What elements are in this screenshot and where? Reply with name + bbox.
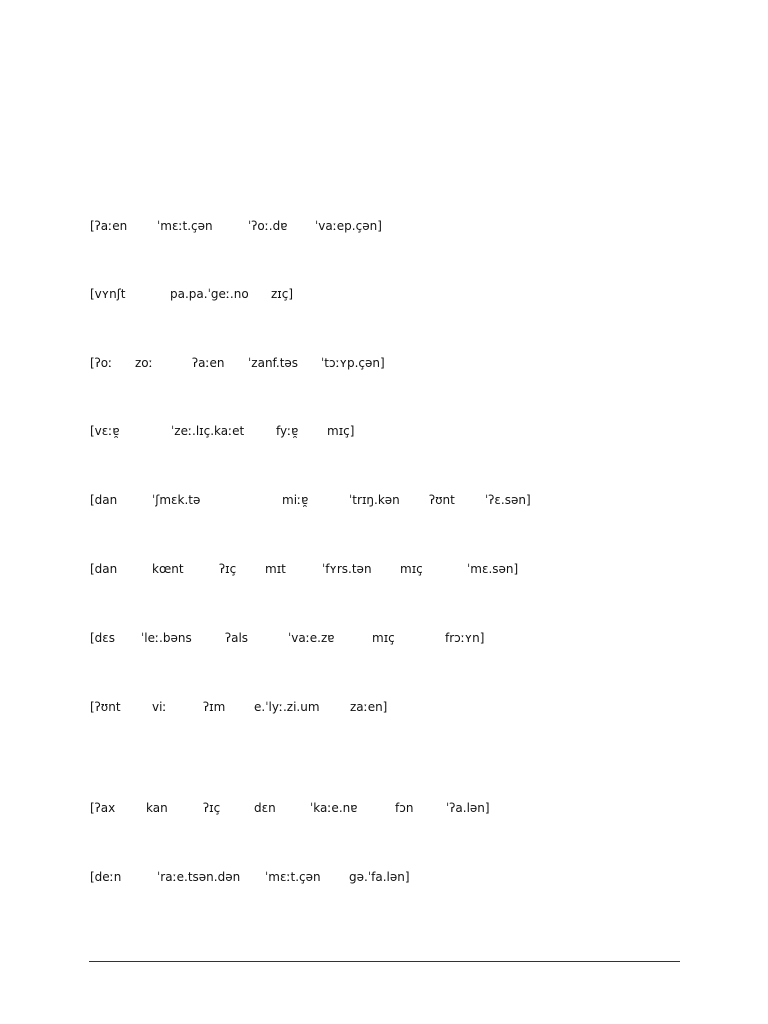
phonetic-word: ˈmɛ.sən]	[467, 562, 519, 576]
phonetic-word: ˈleː.bəns	[141, 631, 192, 645]
phonetic-word: ˈvaːep.çən]	[315, 219, 382, 233]
phonetic-word: ˈʔoː.dɐ	[248, 219, 288, 233]
phonetic-word: mɪç	[372, 631, 395, 645]
transcription-line	[0, 698, 768, 716]
phonetic-word: ʔɪm	[203, 700, 226, 714]
phonetic-word: [dan	[90, 493, 118, 507]
phonetic-word: mɪç	[400, 562, 423, 576]
phonetic-word: [vʏnʃt	[90, 287, 126, 301]
transcription-line	[0, 285, 768, 303]
phonetic-word: [ʔax	[90, 801, 116, 815]
phonetic-word: [ʔʊnt	[90, 700, 121, 714]
phonetic-word: ˈtɔːʏp.çən]	[321, 356, 385, 370]
phonetic-word: pa.pa.ˈgeː.no	[170, 287, 249, 301]
phonetic-word: ʔʊnt	[429, 493, 455, 507]
phonetic-word: mɪç]	[327, 424, 355, 438]
phonetic-word: ʔɪç	[219, 562, 237, 576]
phonetic-word: zoː	[135, 356, 153, 370]
phonetic-word: [ʔaːen	[90, 219, 128, 233]
transcription-line	[0, 560, 768, 578]
phonetic-word: fyːɐ̯	[276, 424, 299, 438]
phonetic-word: kan	[146, 801, 168, 815]
phonetic-word: dɛn	[254, 801, 276, 815]
transcription-line	[0, 491, 768, 509]
transcription-line	[0, 629, 768, 647]
phonetic-word: zaːen]	[350, 700, 388, 714]
phonetic-word: fɔn	[395, 801, 414, 815]
phonetic-word: ˈfʏrs.tən	[322, 562, 372, 576]
phonetic-word: [vɛːɐ̯	[90, 424, 120, 438]
phonetic-word: ˈtrɪŋ.kən	[349, 493, 400, 507]
phonetic-word: ˈmɛːt.çən	[157, 219, 213, 233]
transcription-line	[0, 799, 768, 817]
phonetic-word: [dɛs	[90, 631, 116, 645]
phonetic-word: kœnt	[152, 562, 184, 576]
phonetic-word: gə.ˈfa.lən]	[349, 870, 410, 884]
phonetic-word: ˈzanf.təs	[248, 356, 299, 370]
footer-divider	[89, 961, 680, 962]
phonetic-word: ʔaːen	[192, 356, 225, 370]
phonetic-word: frɔːʏn]	[445, 631, 485, 645]
phonetic-word: [deːn	[90, 870, 122, 884]
phonetic-word: ˈʔɛ.sən]	[485, 493, 531, 507]
transcription-line	[0, 354, 768, 372]
phonetic-word: [dan	[90, 562, 118, 576]
transcription-line	[0, 422, 768, 440]
phonetic-word: ˈzeː.lɪç.kaːet	[171, 424, 245, 438]
phonetic-word: e.ˈlyː.zi.um	[254, 700, 320, 714]
phonetic-word: ʔals	[225, 631, 249, 645]
phonetic-word: ˈvaːe.zɐ	[288, 631, 335, 645]
phonetic-word: ˈʔa.lən]	[446, 801, 490, 815]
phonetic-word: zɪç]	[271, 287, 294, 301]
phonetic-word: ˈkaːe.nɐ	[310, 801, 358, 815]
phonetic-word: viː	[152, 700, 167, 714]
transcription-line	[0, 217, 768, 235]
phonetic-word: mɪt	[265, 562, 286, 576]
phonetic-word: miːɐ̯	[282, 493, 309, 507]
phonetic-word: ˈmɛːt.çən	[265, 870, 321, 884]
phonetic-word: ʔɪç	[203, 801, 221, 815]
phonetic-word: ˈʃmɛk.tə	[152, 493, 201, 507]
phonetic-word: [ʔoː	[90, 356, 113, 370]
transcription-line	[0, 868, 768, 886]
phonetic-word: ˈraːe.tsən.dən	[157, 870, 241, 884]
